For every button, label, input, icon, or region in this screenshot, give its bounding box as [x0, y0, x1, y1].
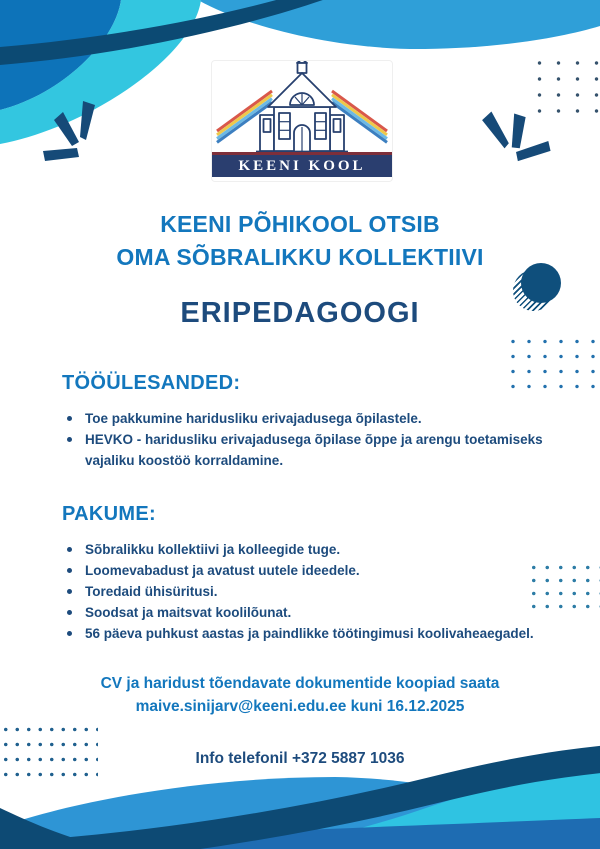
school-logo — [211, 60, 393, 182]
cv-line2: maive.sinijarv@keeni.edu.ee kuni 16.12.2025 — [135, 698, 465, 715]
logo-banner — [212, 155, 392, 177]
cv-line1: CV ja haridust tõendavate dokumentide koopiad saata — [100, 675, 500, 692]
section-tasks-title: TÖÖÜLESANDED: — [62, 372, 241, 394]
bottom-wave-decoration — [0, 715, 600, 849]
task-item: HEVKO - haridusliku erivajadusega õpilase õppe ja arengu toetamiseks vajaliku koostöö korraldamine. — [62, 429, 559, 471]
offer-item: Soodsat ja maitsvat koolilõunat. — [62, 602, 559, 623]
section-tasks — [62, 372, 559, 471]
section-offers-title: PAKUME: — [62, 503, 156, 525]
headline-line1: KEENI PÕHIKOOL OTSIB — [160, 211, 440, 237]
position-title: ERIPEDAGOOGI — [180, 297, 420, 329]
offer-item: 56 päeva puhkust aastas ja paindlikke töötingimusi koolivaheaegadel. — [62, 623, 559, 644]
offer-item: Toredaid ühisüritusi. — [62, 581, 559, 602]
task-item: Toe pakkumine haridusliku erivajadusega õpilastele. — [62, 408, 559, 429]
task-list — [62, 408, 559, 471]
burst-left-icon — [42, 100, 100, 164]
section-offers — [62, 503, 559, 644]
schoolhouse-rainbow-icon — [212, 61, 392, 157]
phone-info: Info telefonil +372 5887 1036 — [195, 750, 405, 767]
school-name: KEENI KOOL — [238, 158, 366, 174]
offer-list — [62, 539, 559, 644]
headline-line2: OMA SÕBRALIKKU KOLLEKTIIVI — [116, 244, 484, 270]
cv-instructions — [0, 672, 600, 718]
headline — [0, 208, 600, 274]
offer-item: Sõbralikku kollektiivi ja kolleegide tuge. — [62, 539, 559, 560]
dot-grid-top-right — [530, 55, 600, 119]
offer-item: Loomevabadust ja avatust uutele ideedele. — [62, 560, 559, 581]
